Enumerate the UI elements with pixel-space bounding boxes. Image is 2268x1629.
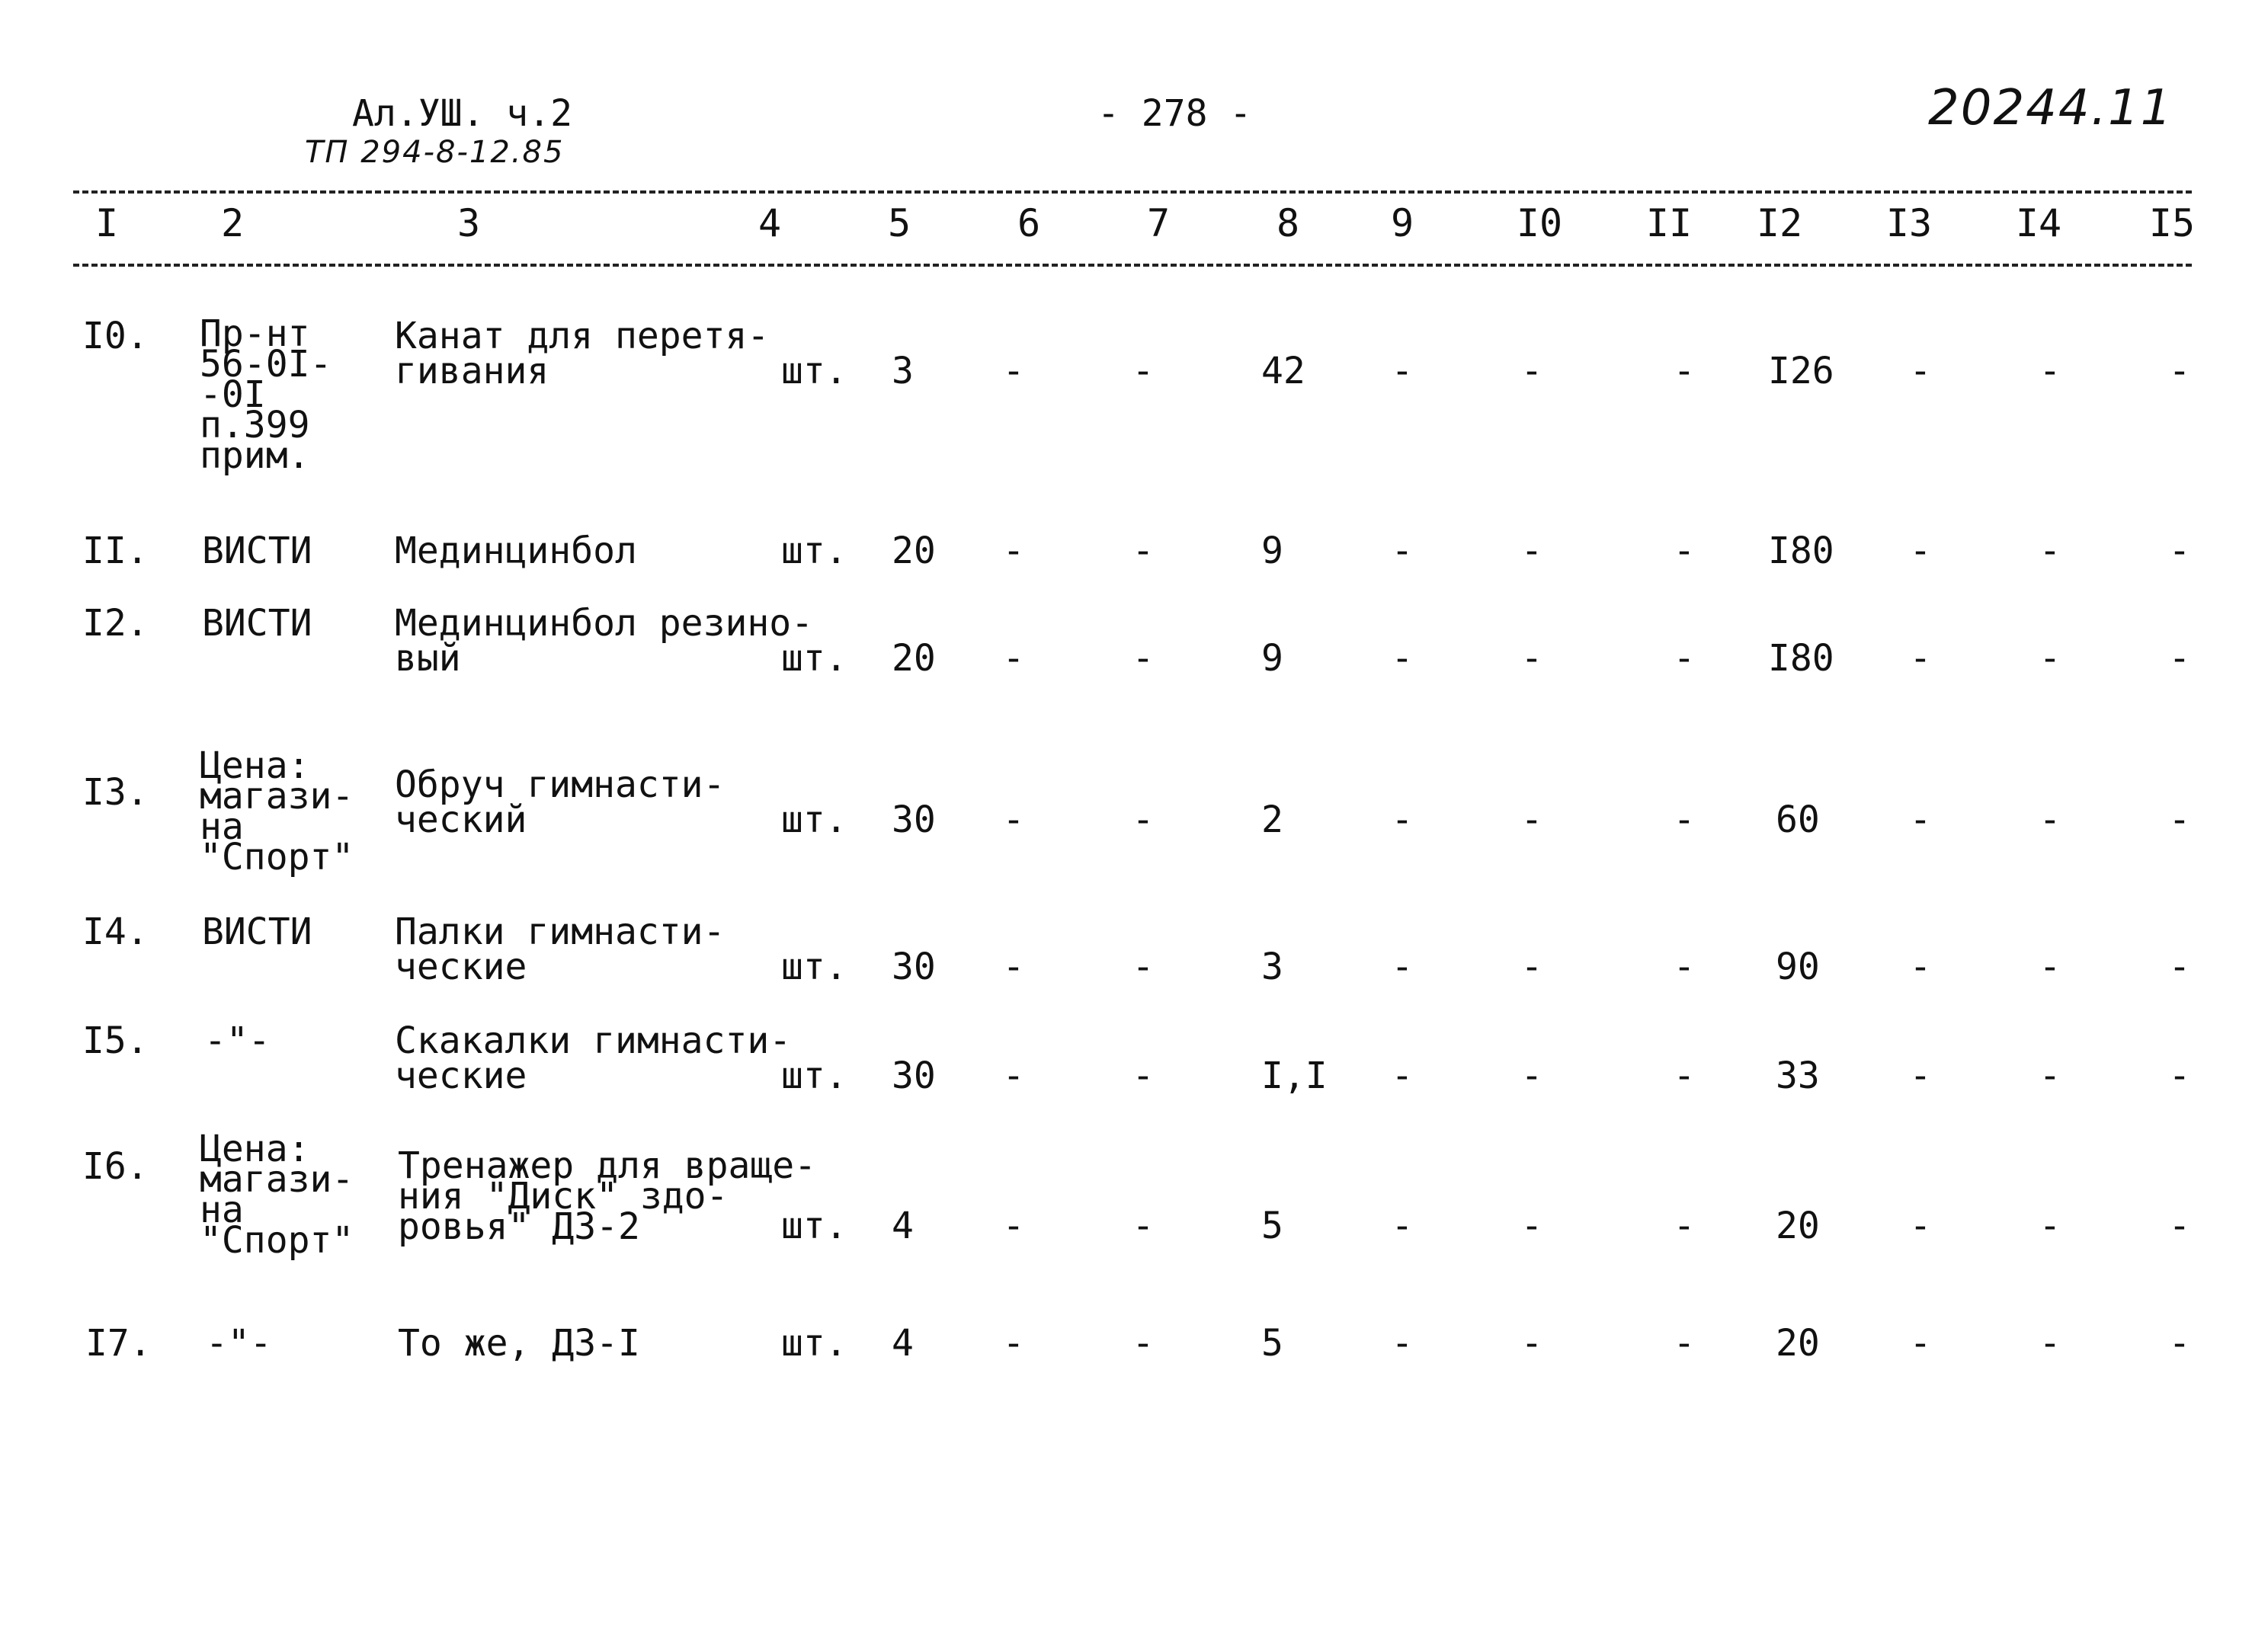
col14-cell: - (2039, 530, 2061, 572)
column-number: I0 (1516, 201, 1563, 245)
source-cell: Цена: магази- на "Спорт" (200, 744, 354, 879)
col6-cell: - (1002, 1055, 1025, 1097)
column-number: 6 (1017, 201, 1041, 245)
price-cell: 5 (1261, 1205, 1283, 1247)
item-name: То же, ДЗ-I (398, 1322, 640, 1365)
col15-cell: - (2168, 1322, 2191, 1365)
col13-cell: - (1909, 350, 1932, 392)
quantity-cell: 20 (892, 637, 936, 680)
doc-reference: Ал.УШ. ч.2 (352, 92, 572, 135)
col6-cell: - (1002, 1205, 1025, 1247)
item-name: Тренажер для враще- ния "Диск" здо- ровья" ДЗ-2 (398, 1144, 817, 1248)
source-cell: -"- (206, 1322, 272, 1365)
total-cell: I80 (1768, 637, 1834, 680)
table-row (0, 1322, 2268, 1365)
quantity-cell: 4 (892, 1205, 914, 1247)
col7-cell: - (1132, 1322, 1155, 1365)
total-cell: 90 (1776, 946, 1820, 988)
col9-cell: - (1391, 1205, 1414, 1247)
column-number: I (94, 201, 119, 245)
unit-cell: шт. (781, 350, 847, 392)
column-number: II (1645, 201, 1693, 245)
unit-cell: шт. (781, 530, 847, 572)
col9-cell: - (1391, 637, 1414, 680)
col9-cell: - (1391, 530, 1414, 572)
col10-cell: - (1520, 1322, 1543, 1365)
source-cell: ВИСТИ (202, 911, 312, 953)
col10-cell: - (1520, 637, 1543, 680)
col10-cell: - (1520, 798, 1543, 841)
col13-cell: - (1909, 1322, 1932, 1365)
table-row (0, 911, 2268, 988)
unit-cell: шт. (781, 946, 847, 988)
price-cell: 3 (1261, 946, 1283, 988)
col6-cell: - (1002, 350, 1025, 392)
item-name: Палки гимнасти- ческие (395, 911, 726, 988)
table-row (0, 530, 2268, 572)
col11-cell: - (1673, 637, 1696, 680)
row-number: I0. (82, 315, 149, 357)
unit-cell: шт. (781, 1205, 847, 1247)
price-cell: 42 (1261, 350, 1305, 392)
col11-cell: - (1673, 1055, 1696, 1097)
column-number: I4 (2015, 201, 2062, 245)
col7-cell: - (1132, 946, 1155, 988)
col10-cell: - (1520, 350, 1543, 392)
price-cell: 9 (1261, 530, 1283, 572)
row-number: I6. (82, 1145, 149, 1188)
col6-cell: - (1002, 637, 1025, 680)
column-number: 7 (1146, 201, 1171, 245)
col13-cell: - (1909, 798, 1932, 841)
total-cell: 20 (1776, 1205, 1820, 1247)
unit-cell: шт. (781, 798, 847, 841)
col15-cell: - (2168, 1055, 2191, 1097)
total-cell: I80 (1768, 530, 1834, 572)
col9-cell: - (1391, 1055, 1414, 1097)
col14-cell: - (2039, 350, 2061, 392)
col14-cell: - (2039, 1055, 2061, 1097)
table-row (0, 312, 2268, 477)
quantity-cell: 30 (892, 1055, 936, 1097)
col10-cell: - (1520, 1205, 1543, 1247)
column-number: 9 (1390, 201, 1414, 245)
col13-cell: - (1909, 1055, 1932, 1097)
col10-cell: - (1520, 946, 1543, 988)
source-cell: Цена: магази- на "Спорт" (200, 1128, 354, 1262)
col9-cell: - (1391, 946, 1414, 988)
item-name: Обруч гимнасти- ческий (395, 763, 726, 841)
price-cell: 9 (1261, 637, 1283, 680)
col7-cell: - (1132, 530, 1155, 572)
col13-cell: - (1909, 530, 1932, 572)
quantity-cell: 3 (892, 350, 914, 392)
column-number: I3 (1885, 201, 1933, 245)
quantity-cell: 20 (892, 530, 936, 572)
col15-cell: - (2168, 350, 2191, 392)
total-cell: 33 (1776, 1055, 1820, 1097)
col7-cell: - (1132, 350, 1155, 392)
table-row (0, 1128, 2268, 1262)
col13-cell: - (1909, 1205, 1932, 1247)
item-name: Мединцинбол резино- вый (395, 602, 814, 680)
col10-cell: - (1520, 530, 1543, 572)
col11-cell: - (1673, 798, 1696, 841)
column-number: 2 (220, 201, 245, 245)
col14-cell: - (2039, 946, 2061, 988)
column-number: 8 (1276, 201, 1300, 245)
quantity-cell: 30 (892, 946, 936, 988)
project-code: ТП 294-8-12.85 (305, 135, 565, 170)
price-cell: I,I (1261, 1055, 1328, 1097)
column-number: 5 (887, 201, 911, 245)
total-cell: 60 (1776, 798, 1820, 841)
unit-cell: шт. (781, 1055, 847, 1097)
source-cell: -"- (204, 1019, 271, 1062)
row-number: I3. (82, 771, 149, 814)
item-name: Мединцинбол (395, 530, 637, 572)
item-name: Скакалки гимнасти- ческие (395, 1019, 792, 1097)
col13-cell: - (1909, 637, 1932, 680)
col9-cell: - (1391, 1322, 1414, 1365)
col7-cell: - (1132, 637, 1155, 680)
row-number: II. (82, 530, 149, 572)
col11-cell: - (1673, 946, 1696, 988)
inventory-number: 20244.11 (1928, 80, 2174, 136)
quantity-cell: 4 (892, 1322, 914, 1365)
table-top-rule (73, 190, 2192, 194)
col15-cell: - (2168, 798, 2191, 841)
col6-cell: - (1002, 1322, 1025, 1365)
unit-cell: шт. (781, 637, 847, 680)
col9-cell: - (1391, 350, 1414, 392)
row-number: I5. (82, 1019, 149, 1062)
column-number: I5 (2148, 201, 2196, 245)
col14-cell: - (2039, 1205, 2061, 1247)
quantity-cell: 30 (892, 798, 936, 841)
col14-cell: - (2039, 1322, 2061, 1365)
col7-cell: - (1132, 1205, 1155, 1247)
column-number: 3 (456, 201, 481, 245)
col15-cell: - (2168, 1205, 2191, 1247)
header-bottom-rule (73, 264, 2192, 267)
col11-cell: - (1673, 1322, 1696, 1365)
item-name: Канат для перетя- гивания (395, 315, 770, 392)
price-cell: 2 (1261, 798, 1283, 841)
table-row (0, 744, 2268, 879)
col15-cell: - (2168, 946, 2191, 988)
col6-cell: - (1002, 530, 1025, 572)
col11-cell: - (1673, 350, 1696, 392)
total-cell: 20 (1776, 1322, 1820, 1365)
page-number: - 278 - (1097, 92, 1252, 135)
source-cell: ВИСТИ (202, 530, 312, 572)
row-number: I7. (85, 1322, 152, 1365)
col14-cell: - (2039, 637, 2061, 680)
col7-cell: - (1132, 798, 1155, 841)
column-number: 4 (758, 201, 782, 245)
row-number: I4. (82, 911, 149, 953)
col15-cell: - (2168, 530, 2191, 572)
col15-cell: - (2168, 637, 2191, 680)
col11-cell: - (1673, 530, 1696, 572)
table-row (0, 602, 2268, 680)
col14-cell: - (2039, 798, 2061, 841)
unit-cell: шт. (781, 1322, 847, 1365)
source-cell: ВИСТИ (202, 602, 312, 645)
col7-cell: - (1132, 1055, 1155, 1097)
col6-cell: - (1002, 798, 1025, 841)
col13-cell: - (1909, 946, 1932, 988)
col9-cell: - (1391, 798, 1414, 841)
price-cell: 5 (1261, 1322, 1283, 1365)
table-row (0, 1019, 2268, 1097)
col6-cell: - (1002, 946, 1025, 988)
row-number: I2. (82, 602, 149, 645)
col10-cell: - (1520, 1055, 1543, 1097)
col11-cell: - (1673, 1205, 1696, 1247)
column-number: I2 (1756, 201, 1803, 245)
source-cell: Пр-нт 56-0I- -0I п.399 прим. (200, 312, 332, 477)
total-cell: I26 (1768, 350, 1834, 392)
